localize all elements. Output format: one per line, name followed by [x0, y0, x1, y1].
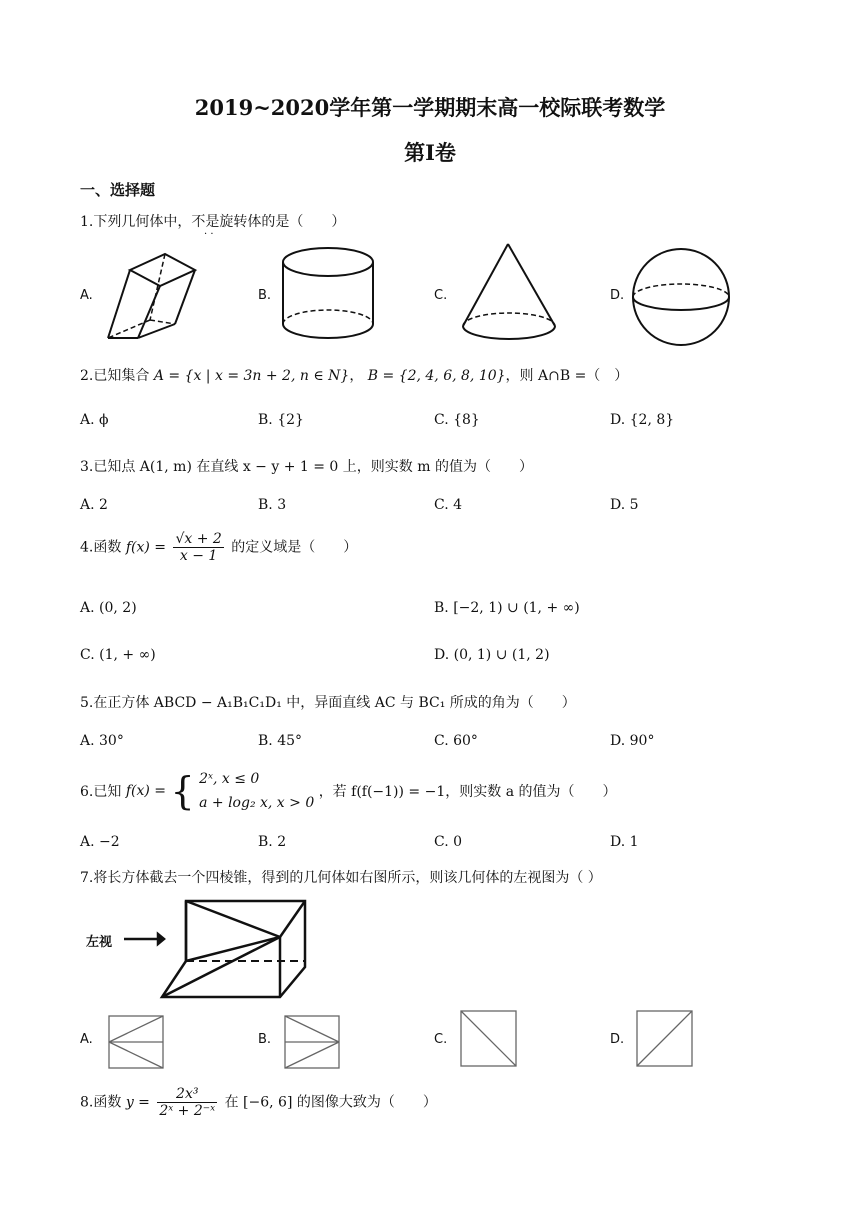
function-name: f(x) =: [125, 783, 166, 799]
question-3-option-d: D. 5: [610, 497, 639, 513]
question-2-option-b: B. {2}: [258, 412, 304, 428]
function-name: f(x) =: [125, 539, 166, 556]
question-4-suffix: 的定义域是（ ）: [231, 539, 358, 556]
sphere-figure: [630, 246, 730, 346]
fraction: [173, 531, 223, 564]
question-1-option-c-label: C.: [434, 288, 448, 303]
cone-figure: [460, 242, 560, 342]
question-1-option-d-label: D.: [610, 288, 625, 303]
question-6-option-c: C. 0: [434, 834, 463, 850]
question-7-option-b-label: B.: [258, 1032, 272, 1047]
question-2-option-a: A. ϕ: [80, 412, 109, 428]
question-4-option-a: A. (0, 2): [80, 600, 137, 616]
question-8-suffix: 在 [−6, 6] 的图像大致为（ ）: [224, 1094, 437, 1111]
question-2-prefix: 2.已知集合: [80, 368, 150, 384]
denominator: 2ˣ + 2⁻ˣ: [159, 1103, 216, 1119]
question-1-stem: 1.下列几何体中，不是旋转体的是（ ）: [80, 214, 346, 230]
question-4-stem: [80, 531, 357, 564]
view-option-c: [460, 1010, 520, 1070]
question-2-stem: 2.已知集合 A = {x | x = 3n + 2, n ∈ N}， B = {2, 4, 6, 8, 10}，则 A∩B =（ ）: [80, 368, 629, 384]
question-4-option-c: C. (1, + ∞): [80, 647, 156, 663]
question-6-option-a: A. −2: [80, 834, 120, 850]
case-1: 2ˣ, x ≤ 0: [199, 771, 260, 787]
question-1-option-a-label: A.: [80, 288, 93, 303]
question-7-option-c-label: C.: [434, 1032, 448, 1047]
question-7-option-a-label: A.: [80, 1032, 93, 1047]
fraction: [157, 1086, 217, 1119]
question-2-option-c: C. {8}: [434, 412, 480, 428]
numerator: √x + 2: [175, 531, 222, 547]
question-5-option-c: C. 60°: [434, 733, 478, 749]
question-1-option-b-label: B.: [258, 288, 272, 303]
denominator: x − 1: [179, 548, 218, 564]
question-6-stem: [80, 767, 617, 815]
question-4-option-d: D. (0, 1) ∪ (1, 2): [434, 647, 550, 663]
case-2: a + log₂ x, x > 0: [199, 795, 315, 811]
question-7-stem: 7.将长方体截去一个四棱锥，得到的几何体如右图所示，则该几何体的左视图为（ ）: [80, 870, 602, 886]
solid-figure: [80, 895, 320, 1005]
view-option-a: [108, 1015, 166, 1071]
question-4-prefix: 4.函数: [80, 539, 122, 556]
view-option-d: [636, 1010, 696, 1070]
question-4-option-b: B. [−2, 1) ∪ (1, + ∞): [434, 600, 580, 616]
question-7-option-d-label: D.: [610, 1032, 625, 1047]
question-3-option-b: B. 3: [258, 497, 287, 513]
emphasis-dots: · ·: [204, 229, 214, 240]
paper-subtitle: 第Ⅰ卷: [404, 140, 456, 165]
function-name: y =: [125, 1094, 150, 1111]
question-3-stem: 3.已知点 A(1, m) 在直线 x − y + 1 = 0 上，则实数 m 的值为（ ）: [80, 459, 533, 475]
question-6-option-b: B. 2: [258, 834, 287, 850]
question-5-stem: 5.在正方体 ABCD − A₁B₁C₁D₁ 中，异面直线 AC 与 BC₁ 所成的角为（ ）: [80, 695, 576, 711]
numerator: 2x³: [157, 1086, 217, 1103]
set-a: A = {x | x = 3n + 2, n ∈ N}: [153, 368, 350, 384]
question-5-option-a: A. 30°: [80, 733, 124, 749]
question-6-option-d: D. 1: [610, 834, 639, 850]
question-5-option-b: B. 45°: [258, 733, 303, 749]
set-b: B = {2, 4, 6, 8, 10}: [367, 368, 506, 384]
question-6-suffix: ，若 f(f(−1)) = −1，则实数 a 的值为（ ）: [318, 784, 617, 800]
question-2-option-d: D. {2, 8}: [610, 412, 675, 428]
question-6-prefix: 6.已知: [80, 784, 122, 800]
view-option-b: [284, 1015, 342, 1071]
question-8-stem: [80, 1086, 437, 1119]
question-3-option-a: A. 2: [80, 497, 108, 513]
left-brace: {: [170, 769, 195, 813]
paper-title: 2019~2020学年第一学期期末高一校际联考数学: [194, 95, 666, 120]
question-5-option-d: D. 90°: [610, 733, 655, 749]
cylinder-figure: [280, 244, 380, 344]
question-8-prefix: 8.函数: [80, 1094, 122, 1111]
view-label: 左视: [86, 935, 113, 950]
section-title: 一、选择题: [80, 181, 156, 199]
question-2-suffix: ，则 A∩B =（ ）: [505, 368, 629, 384]
prism-figure: [100, 240, 200, 345]
piecewise-cases: [199, 767, 314, 815]
question-3-option-c: C. 4: [434, 497, 463, 513]
